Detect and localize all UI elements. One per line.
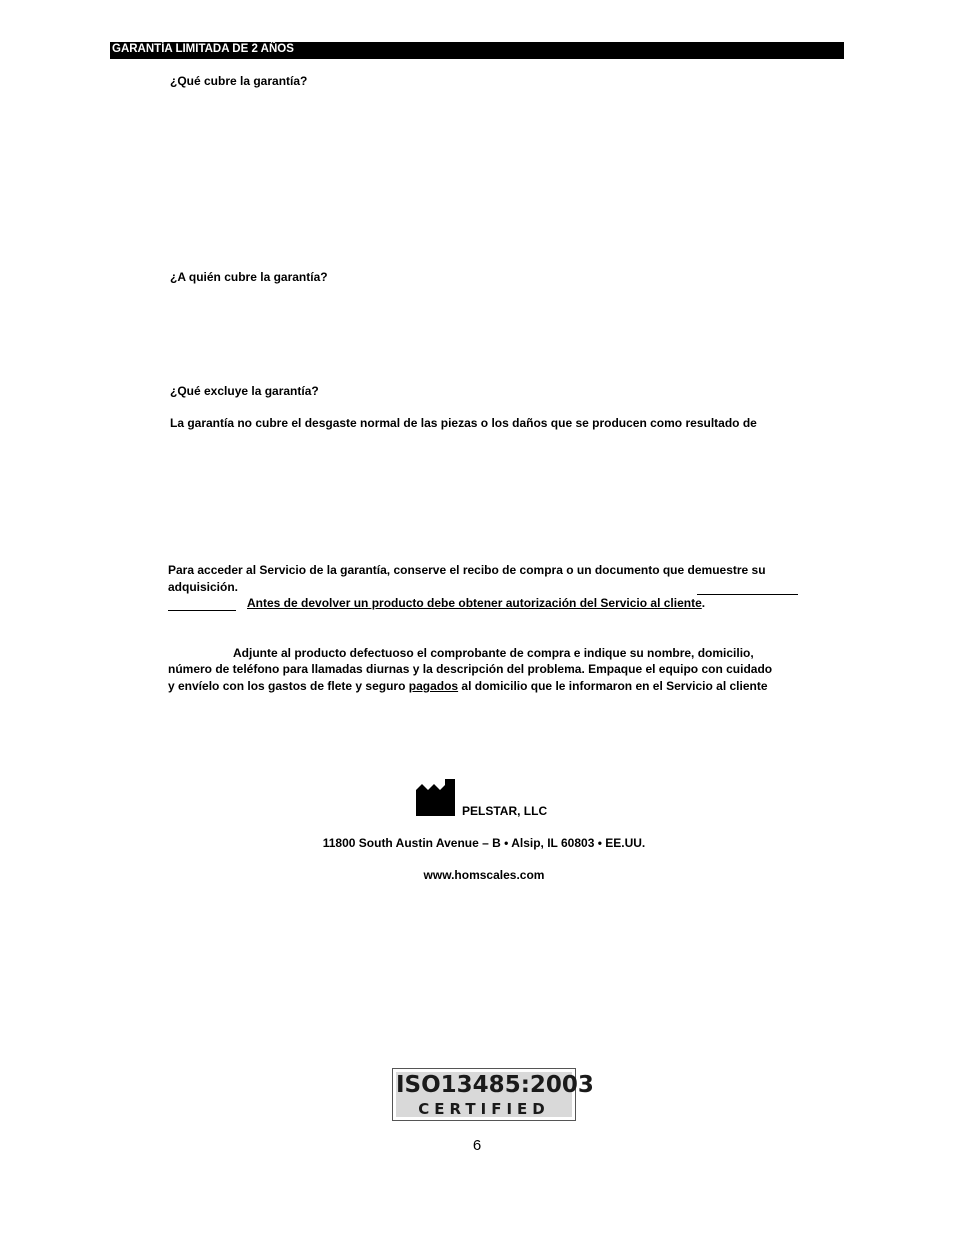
service-text-line-2: adquisición. — [168, 580, 239, 594]
iso-badge-standard: ISO13485:2003 — [396, 1072, 594, 1098]
blank-rule-left — [168, 610, 236, 611]
page-number: 6 — [472, 1137, 482, 1154]
iso-badge-certified: CERTIFIED — [418, 1100, 550, 1118]
iso-certification-badge — [392, 1068, 594, 1121]
section-header-title: GARANTÍA LIMITADA DE 2 AÑOS — [112, 43, 294, 55]
shipping-paid-word: pagados — [408, 679, 459, 693]
shipping-line3-before: y envíelo con los gastos de flete y seguro — [168, 679, 409, 693]
blank-rule-right — [697, 594, 798, 595]
who-heading: ¿A quién cubre la garantía? — [170, 270, 328, 284]
iso-badge-panel — [396, 1072, 594, 1118]
manufacturer-website[interactable]: www.homscales.com — [423, 868, 545, 882]
covers-heading: ¿Qué cubre la garantía? — [170, 74, 308, 88]
shipping-line3-after: al domicilio que le informaron en el Servicio al cliente — [458, 679, 768, 693]
authorization-text: Antes de devolver un producto debe obtener autorización del Servicio al cliente — [247, 596, 702, 610]
shipping-text-line-1: Adjunte al producto defectuoso el comprobante de compra e indique su nombre, domicilio, — [233, 646, 754, 660]
service-text-line-1: Para acceder al Servicio de la garantía, conserve el recibo de compra o un documento que demuestre su — [168, 563, 766, 577]
shipping-text-line-3 — [168, 678, 768, 695]
factory-icon — [416, 779, 455, 816]
manufacturer-address: 11800 South Austin Avenue – B • Alsip, IL 60803 • EE.UU. — [322, 836, 646, 850]
section-header-bar — [110, 42, 844, 59]
excludes-heading: ¿Qué excluye la garantía? — [170, 384, 319, 398]
authorization-period: . — [701, 596, 706, 610]
excludes-text: La garantía no cubre el desgaste normal de las piezas o los daños que se producen como resultado de — [170, 416, 757, 430]
authorization-notice — [247, 595, 705, 612]
shipping-text-line-2: número de teléfono para llamadas diurnas y la descripción del problema. Empaque el equipo con cuidado — [168, 662, 773, 676]
manufacturer-name: PELSTAR, LLC — [462, 804, 548, 818]
